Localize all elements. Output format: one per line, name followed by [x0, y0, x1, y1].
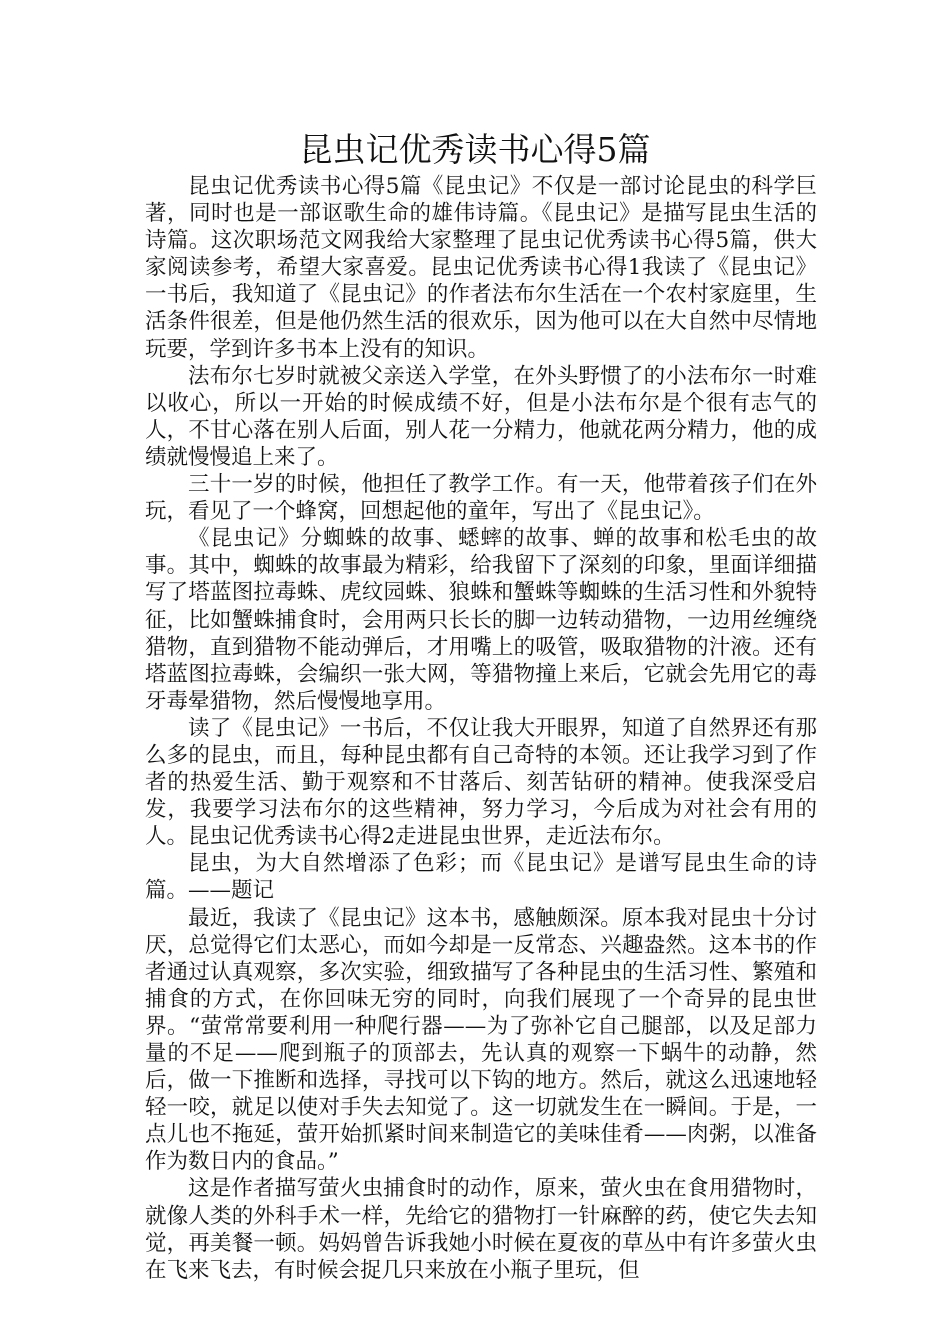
paragraph: 法布尔七岁时就被父亲送入学堂，在外头野惯了的小法布尔一时难以收心，所以一开始的时候成绩不好，但是小法布尔是个很有志气的人，不甘心落在别人后面，别人花一分精力，他就花两分精力，他的成绩就慢慢追上来了。	[145, 363, 817, 470]
document-body	[145, 173, 817, 1284]
paragraph: 《昆虫记》分蜘蛛的故事、蟋蟀的故事、蝉的故事和松毛虫的故事。其中，蜘蛛的故事最为精彩，给我留下了深刻的印象，里面详细描写了塔蓝图拉毒蛛、虎纹园蛛、狼蛛和蟹蛛等蜘蛛的生活习性和外貌特征，比如蟹蛛捕食时，会用两只长长的脚一边转动猎物，一边用丝缠绕猎物，直到猎物不能动弹后，才用嘴上的吸管，吸取猎物的汁液。还有塔蓝图拉毒蛛，会编织一张大网，等猎物撞上来后，它就会先用它的毒牙毒晕猎物，然后慢慢地享用。	[145, 526, 817, 714]
paragraph: 三十一岁的时候，他担任了教学工作。有一天，他带着孩子们在外玩，看见了一个蜂窝，回想起他的童年，写出了《昆虫记》。	[145, 472, 817, 525]
paragraph: 这是作者描写萤火虫捕食时的动作，原来，萤火虫在食用猎物时，就像人类的外科手术一样，先给它的猎物打一针麻醉的药，使它失去知觉，再美餐一顿。妈妈曾告诉我她小时候在夏夜的草丛中有许多萤火虫在飞来飞去，有时候会捉几只来放在小瓶子里玩，但	[145, 1176, 817, 1283]
paragraph: 昆虫记优秀读书心得5篇《昆虫记》不仅是一部讨论昆虫的科学巨著，同时也是一部讴歌生命的雄伟诗篇。《昆虫记》是描写昆虫生活的诗篇。这次职场范文网我给大家整理了昆虫记优秀读书心得5篇，供大家阅读参考，希望大家喜爱。昆虫记优秀读书心得1我读了《昆虫记》一书后，我知道了《昆虫记》的作者法布尔生活在一个农村家庭里，生活条件很差，但是他仍然生活的很欢乐，因为他可以在大自然中尽情地玩要，学到许多书本上没有的知识。	[145, 174, 817, 362]
paragraph: 读了《昆虫记》一书后，不仅让我大开眼界，知道了自然界还有那么多的昆虫，而且，每种昆虫都有自己奇特的本领。还让我学习到了作者的热爱生活、勤于观察和不甘落后、刻苦钻研的精神。使我深受启发，我要学习法布尔的这些精神，努力学习，今后成为对社会有用的人。昆虫记优秀读书心得2走进昆虫世界，走近法布尔。	[145, 715, 817, 850]
paragraph: 昆虫，为大自然增添了色彩；而《昆虫记》是谱写昆虫生命的诗篇。——题记	[145, 851, 817, 904]
document-title: 昆虫记优秀读书心得5篇	[299, 130, 651, 169]
paragraph: 最近，我读了《昆虫记》这本书，感触颇深。原本我对昆虫十分讨厌，总觉得它们太恶心，而如今却是一反常态、兴趣盎然。这本书的作者通过认真观察，多次实验，细致描写了各种昆虫的生活习性、繁殖和捕食的方式，在你回味无穷的同时，向我们展现了一个奇异的昆虫世界。“萤常常要利用一种爬行器——为了弥补它自己腿部，以及足部力量的不足——爬到瓶子的顶部去，先认真的观察一下蜗牛的动静，然后，做一下推断和选择，寻找可以下钩的地方。然后，就这么迅速地轻轻一咬，就足以使对手失去知觉了。这一切就发生在一瞬间。于是，一点儿也不拖延，萤开始抓紧时间来制造它的美味佳肴——肉粥，以准备作为数日内的食品。”	[145, 905, 817, 1175]
